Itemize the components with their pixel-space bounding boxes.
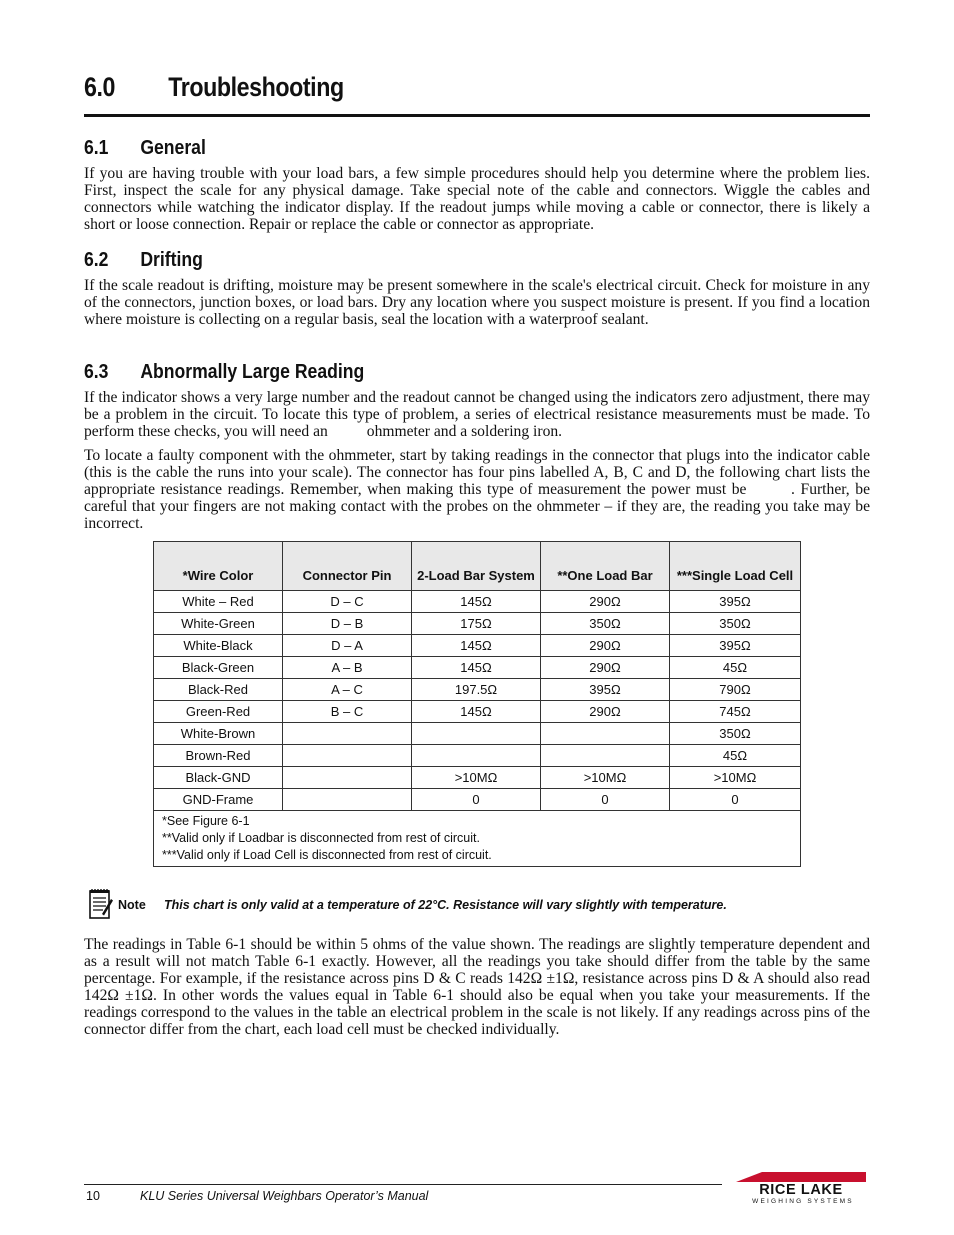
- table-footnote-row: [154, 811, 801, 867]
- table-cell: White-Brown: [154, 723, 283, 745]
- note-pad-icon: [88, 887, 114, 921]
- section-heading-drifting: [84, 249, 203, 272]
- page-number: 10: [86, 1189, 100, 1203]
- table-cell: 175Ω: [412, 613, 541, 635]
- table-cell: 290Ω: [541, 635, 670, 657]
- table-cell: Black-Red: [154, 679, 283, 701]
- table-cell: 395Ω: [670, 591, 801, 613]
- table-cell: [283, 767, 412, 789]
- table-row: [154, 657, 801, 679]
- chapter-number: 6.0: [84, 72, 116, 102]
- table-header: *Wire Color: [154, 542, 283, 591]
- table-row: [154, 723, 801, 745]
- table-header: 2-Load Bar System: [412, 542, 541, 591]
- section-heading-general: [84, 137, 206, 160]
- note-text: This chart is only valid at a temperature of 22°C. Resistance will vary slightly with temperature.: [164, 898, 727, 912]
- table-cell: [412, 723, 541, 745]
- table-cell: Brown-Red: [154, 745, 283, 767]
- paragraph-drifting: If the scale readout is drifting, moisture may be present somewhere in the scale's electrical circuit. Check for moisture in any of the connectors, junction boxes, or load bars. Dry any location where you suspect moisture is present. If you find a location where moisture is collecting on a regular basis, seal the location with a waterproof sealant.: [84, 277, 870, 328]
- table-footnote: **Valid only if Loadbar is disconnected from rest of circuit.: [162, 831, 480, 845]
- table-cell: Black-GND: [154, 767, 283, 789]
- table-header: Connector Pin: [283, 542, 412, 591]
- table-cell: [283, 723, 412, 745]
- paragraph-large-reading-2: To locate a faulty component with the ohmmeter, start by taking readings in the connector that plugs into the indicator cable (this is the cable the runs into your scale). The connector has four pins labelled A, B, C and D, the following chart lists the appropriate resistance readings. Remember, when making this type of measurement the power must be . Further, be careful that your fingers are not making contact with the probes on the ohmmeter – if they are, the reading you take may be incorrect.: [84, 447, 874, 532]
- logo-swoosh: [736, 1172, 866, 1182]
- table-footnote: ***Valid only if Load Cell is disconnected from rest of circuit.: [162, 848, 492, 862]
- table-cell: [283, 789, 412, 811]
- table-row: [154, 635, 801, 657]
- table-cell: 290Ω: [541, 591, 670, 613]
- table-cell: 0: [541, 789, 670, 811]
- table-footnotes: [154, 811, 801, 867]
- note-box: [88, 887, 870, 923]
- section-heading-large-reading: [84, 361, 364, 384]
- table-cell: 290Ω: [541, 701, 670, 723]
- table-row: [154, 767, 801, 789]
- footer-rule: [84, 1184, 722, 1185]
- rice-lake-logo: [732, 1170, 870, 1206]
- section-title: Drifting: [140, 249, 203, 271]
- table-cell: [541, 745, 670, 767]
- table-row: [154, 701, 801, 723]
- table-cell: 395Ω: [541, 679, 670, 701]
- table-cell: >10MΩ: [670, 767, 801, 789]
- table-row: [154, 745, 801, 767]
- table-footnote: *See Figure 6-1: [162, 814, 250, 828]
- table-row: [154, 591, 801, 613]
- resistance-table: [153, 541, 801, 867]
- table-header: ***Single Load Cell: [670, 542, 801, 591]
- table-cell: 145Ω: [412, 635, 541, 657]
- table-cell: [541, 723, 670, 745]
- paragraph-general: If you are having trouble with your load bars, a few simple procedures should help you determine where the problem lies. First, inspect the scale for any physical damage. Take special note of the cable and connectors. Wiggle the cables and connectors while watching the indicator display. If the readout jumps while moving a cable or connector, there is likely a short or loose connection. Repair or replace the cable or connector as appropriate.: [84, 165, 870, 233]
- table-cell: D – B: [283, 613, 412, 635]
- table-cell: 350Ω: [541, 613, 670, 635]
- table-row: [154, 789, 801, 811]
- note-label: Note: [118, 898, 146, 912]
- table-cell: 197.5Ω: [412, 679, 541, 701]
- table-cell: 350Ω: [670, 613, 801, 635]
- table-cell: 145Ω: [412, 701, 541, 723]
- section-number: 6.1: [84, 137, 109, 159]
- table-cell: 145Ω: [412, 591, 541, 613]
- closing-paragraph: The readings in Table 6-1 should be within 5 ohms of the value shown. The readings are slightly temperature dependent and as a result will not match Table 6-1 exactly. However, all the readings you take should differ from the table by the same percentage. For example, if the resistance across pins D & C reads 142Ω ±1Ω, resistance across pins D & A should also read 142Ω ±1Ω. In other words the values equal in Table 6-1 should also be equal when you take your measurements. If the readings correspond to the values in the table an electrical problem in the scale is not likely. If any readings across pins of the connector differ from the chart, each load cell must be checked individually.: [84, 936, 870, 1038]
- chapter-rule: [84, 114, 870, 117]
- table-cell: >10MΩ: [541, 767, 670, 789]
- table-header-row: [154, 542, 801, 591]
- chapter-title: [84, 72, 760, 103]
- table-cell: 290Ω: [541, 657, 670, 679]
- section-title: General: [140, 137, 206, 159]
- section-title: Abnormally Large Reading: [140, 361, 365, 383]
- table-cell: 45Ω: [670, 657, 801, 679]
- table-cell: D – A: [283, 635, 412, 657]
- table-row: [154, 613, 801, 635]
- table-cell: A – C: [283, 679, 412, 701]
- table-cell: GND-Frame: [154, 789, 283, 811]
- table-header: **One Load Bar: [541, 542, 670, 591]
- table-cell: White-Black: [154, 635, 283, 657]
- table-cell: 0: [412, 789, 541, 811]
- table-cell: D – C: [283, 591, 412, 613]
- table-cell: 45Ω: [670, 745, 801, 767]
- logo-text: RICE LAKE: [759, 1182, 843, 1198]
- paragraph-large-reading-1: If the indicator shows a very large number and the readout cannot be changed using the indicators zero adjustment, there may be a problem in the circuit. To locate this type of problem, a series of electrical resistance measurements must be made. To perform these checks, you will need an ohmmeter and a soldering iron.: [84, 389, 874, 440]
- table-cell: White-Green: [154, 613, 283, 635]
- logo-subtext: WEIGHING SYSTEMS: [752, 1198, 854, 1205]
- table-cell: A – B: [283, 657, 412, 679]
- chapter-title-text: Troubleshooting: [168, 72, 344, 102]
- table-cell: B – C: [283, 701, 412, 723]
- table-cell: 745Ω: [670, 701, 801, 723]
- section-number: 6.3: [84, 361, 109, 383]
- table-cell: 395Ω: [670, 635, 801, 657]
- table-cell: Black-Green: [154, 657, 283, 679]
- manual-title: KLU Series Universal Weighbars Operator’s Manual: [140, 1189, 429, 1203]
- table-body: [154, 591, 801, 867]
- table-row: [154, 679, 801, 701]
- table-cell: 790Ω: [670, 679, 801, 701]
- table-cell: Green-Red: [154, 701, 283, 723]
- section-number: 6.2: [84, 249, 109, 271]
- table-cell: >10MΩ: [412, 767, 541, 789]
- table-cell: [283, 745, 412, 767]
- table-cell: 145Ω: [412, 657, 541, 679]
- table-cell: 350Ω: [670, 723, 801, 745]
- table-cell: White – Red: [154, 591, 283, 613]
- table-cell: 0: [670, 789, 801, 811]
- table-cell: [412, 745, 541, 767]
